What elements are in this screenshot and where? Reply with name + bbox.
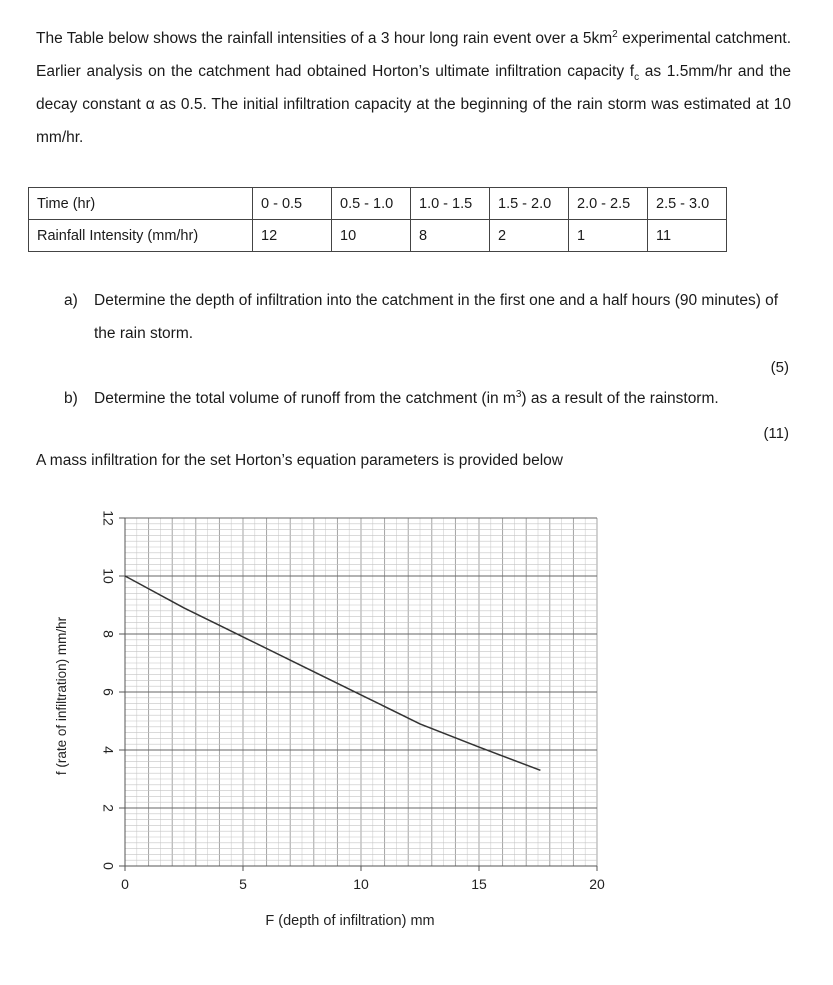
question-b-label: b) bbox=[64, 390, 78, 407]
y-axis-label: f (rate of infiltration) mm/hr bbox=[54, 616, 69, 776]
y-tick-label: 2 bbox=[100, 804, 117, 812]
intro-paragraph bbox=[36, 22, 791, 154]
intro-text-1: The Table below shows the rainfall intensities of a 3 hour long rain event over a 5km bbox=[36, 30, 613, 47]
question-a bbox=[64, 284, 790, 350]
time-cell: 1.5 - 2.0 bbox=[490, 188, 569, 220]
x-tick-label: 5 bbox=[239, 876, 247, 892]
y-tick-label: 4 bbox=[100, 746, 117, 754]
intensity-header: Rainfall Intensity (mm/hr) bbox=[29, 220, 253, 252]
x-tick-label: 0 bbox=[121, 876, 129, 892]
question-b-text-2: ) as a result of the rainstorm. bbox=[521, 390, 719, 407]
y-tick-label: 8 bbox=[100, 630, 117, 638]
question-b-text-1: Determine the total volume of runoff from the catchment (in m bbox=[94, 390, 516, 407]
intro-text-2: experimental catchment. Earlier analysis on the catchment had obtained Horton’s ultimate infiltration capacity f bbox=[36, 30, 791, 80]
fc-subscript: c bbox=[634, 72, 640, 84]
time-cell: 2.0 - 2.5 bbox=[569, 188, 648, 220]
time-cell: 0.5 - 1.0 bbox=[332, 188, 411, 220]
cubic-superscript: 3 bbox=[515, 388, 522, 400]
intensity-cell: 11 bbox=[648, 220, 727, 252]
question-b bbox=[64, 382, 790, 415]
x-axis-label: F (depth of infiltration) mm bbox=[265, 913, 435, 929]
intensity-cell: 8 bbox=[411, 220, 490, 252]
intensity-cell: 1 bbox=[569, 220, 648, 252]
intensity-cell: 12 bbox=[253, 220, 332, 252]
rainfall-table bbox=[28, 187, 727, 252]
y-tick-label: 0 bbox=[100, 862, 117, 870]
x-tick-label: 15 bbox=[471, 876, 487, 892]
y-tick-label: 12 bbox=[100, 510, 117, 526]
time-cell: 2.5 - 3.0 bbox=[648, 188, 727, 220]
y-tick-label: 10 bbox=[100, 568, 117, 584]
time-cell: 0 - 0.5 bbox=[253, 188, 332, 220]
intensity-cell: 2 bbox=[490, 220, 569, 252]
time-header: Time (hr) bbox=[29, 188, 253, 220]
chart-caption: A mass infiltration for the set Horton’s equation parameters is provided below bbox=[36, 452, 563, 469]
x-tick-label: 10 bbox=[353, 876, 369, 892]
intensity-row bbox=[29, 220, 727, 252]
area-superscript: 2 bbox=[612, 28, 618, 40]
question-a-label: a) bbox=[64, 292, 78, 309]
intensity-cell: 10 bbox=[332, 220, 411, 252]
time-row bbox=[29, 188, 727, 220]
question-b-marks: (11) bbox=[763, 425, 789, 442]
question-a-marks: (5) bbox=[770, 359, 789, 376]
x-tick-label: 20 bbox=[589, 876, 605, 892]
question-a-text: Determine the depth of infiltration into the catchment in the first one and a half hours (90 minutes) of the rain storm. bbox=[94, 292, 779, 342]
y-tick-label: 6 bbox=[100, 688, 117, 696]
infiltration-chart bbox=[0, 490, 833, 940]
intro-text-3: as 1.5mm/hr and the decay constant α as 0.5. The initial infiltration capacity at the beginning of the rain storm was estimated at 10 mm/hr. bbox=[36, 63, 792, 146]
time-cell: 1.0 - 1.5 bbox=[411, 188, 490, 220]
